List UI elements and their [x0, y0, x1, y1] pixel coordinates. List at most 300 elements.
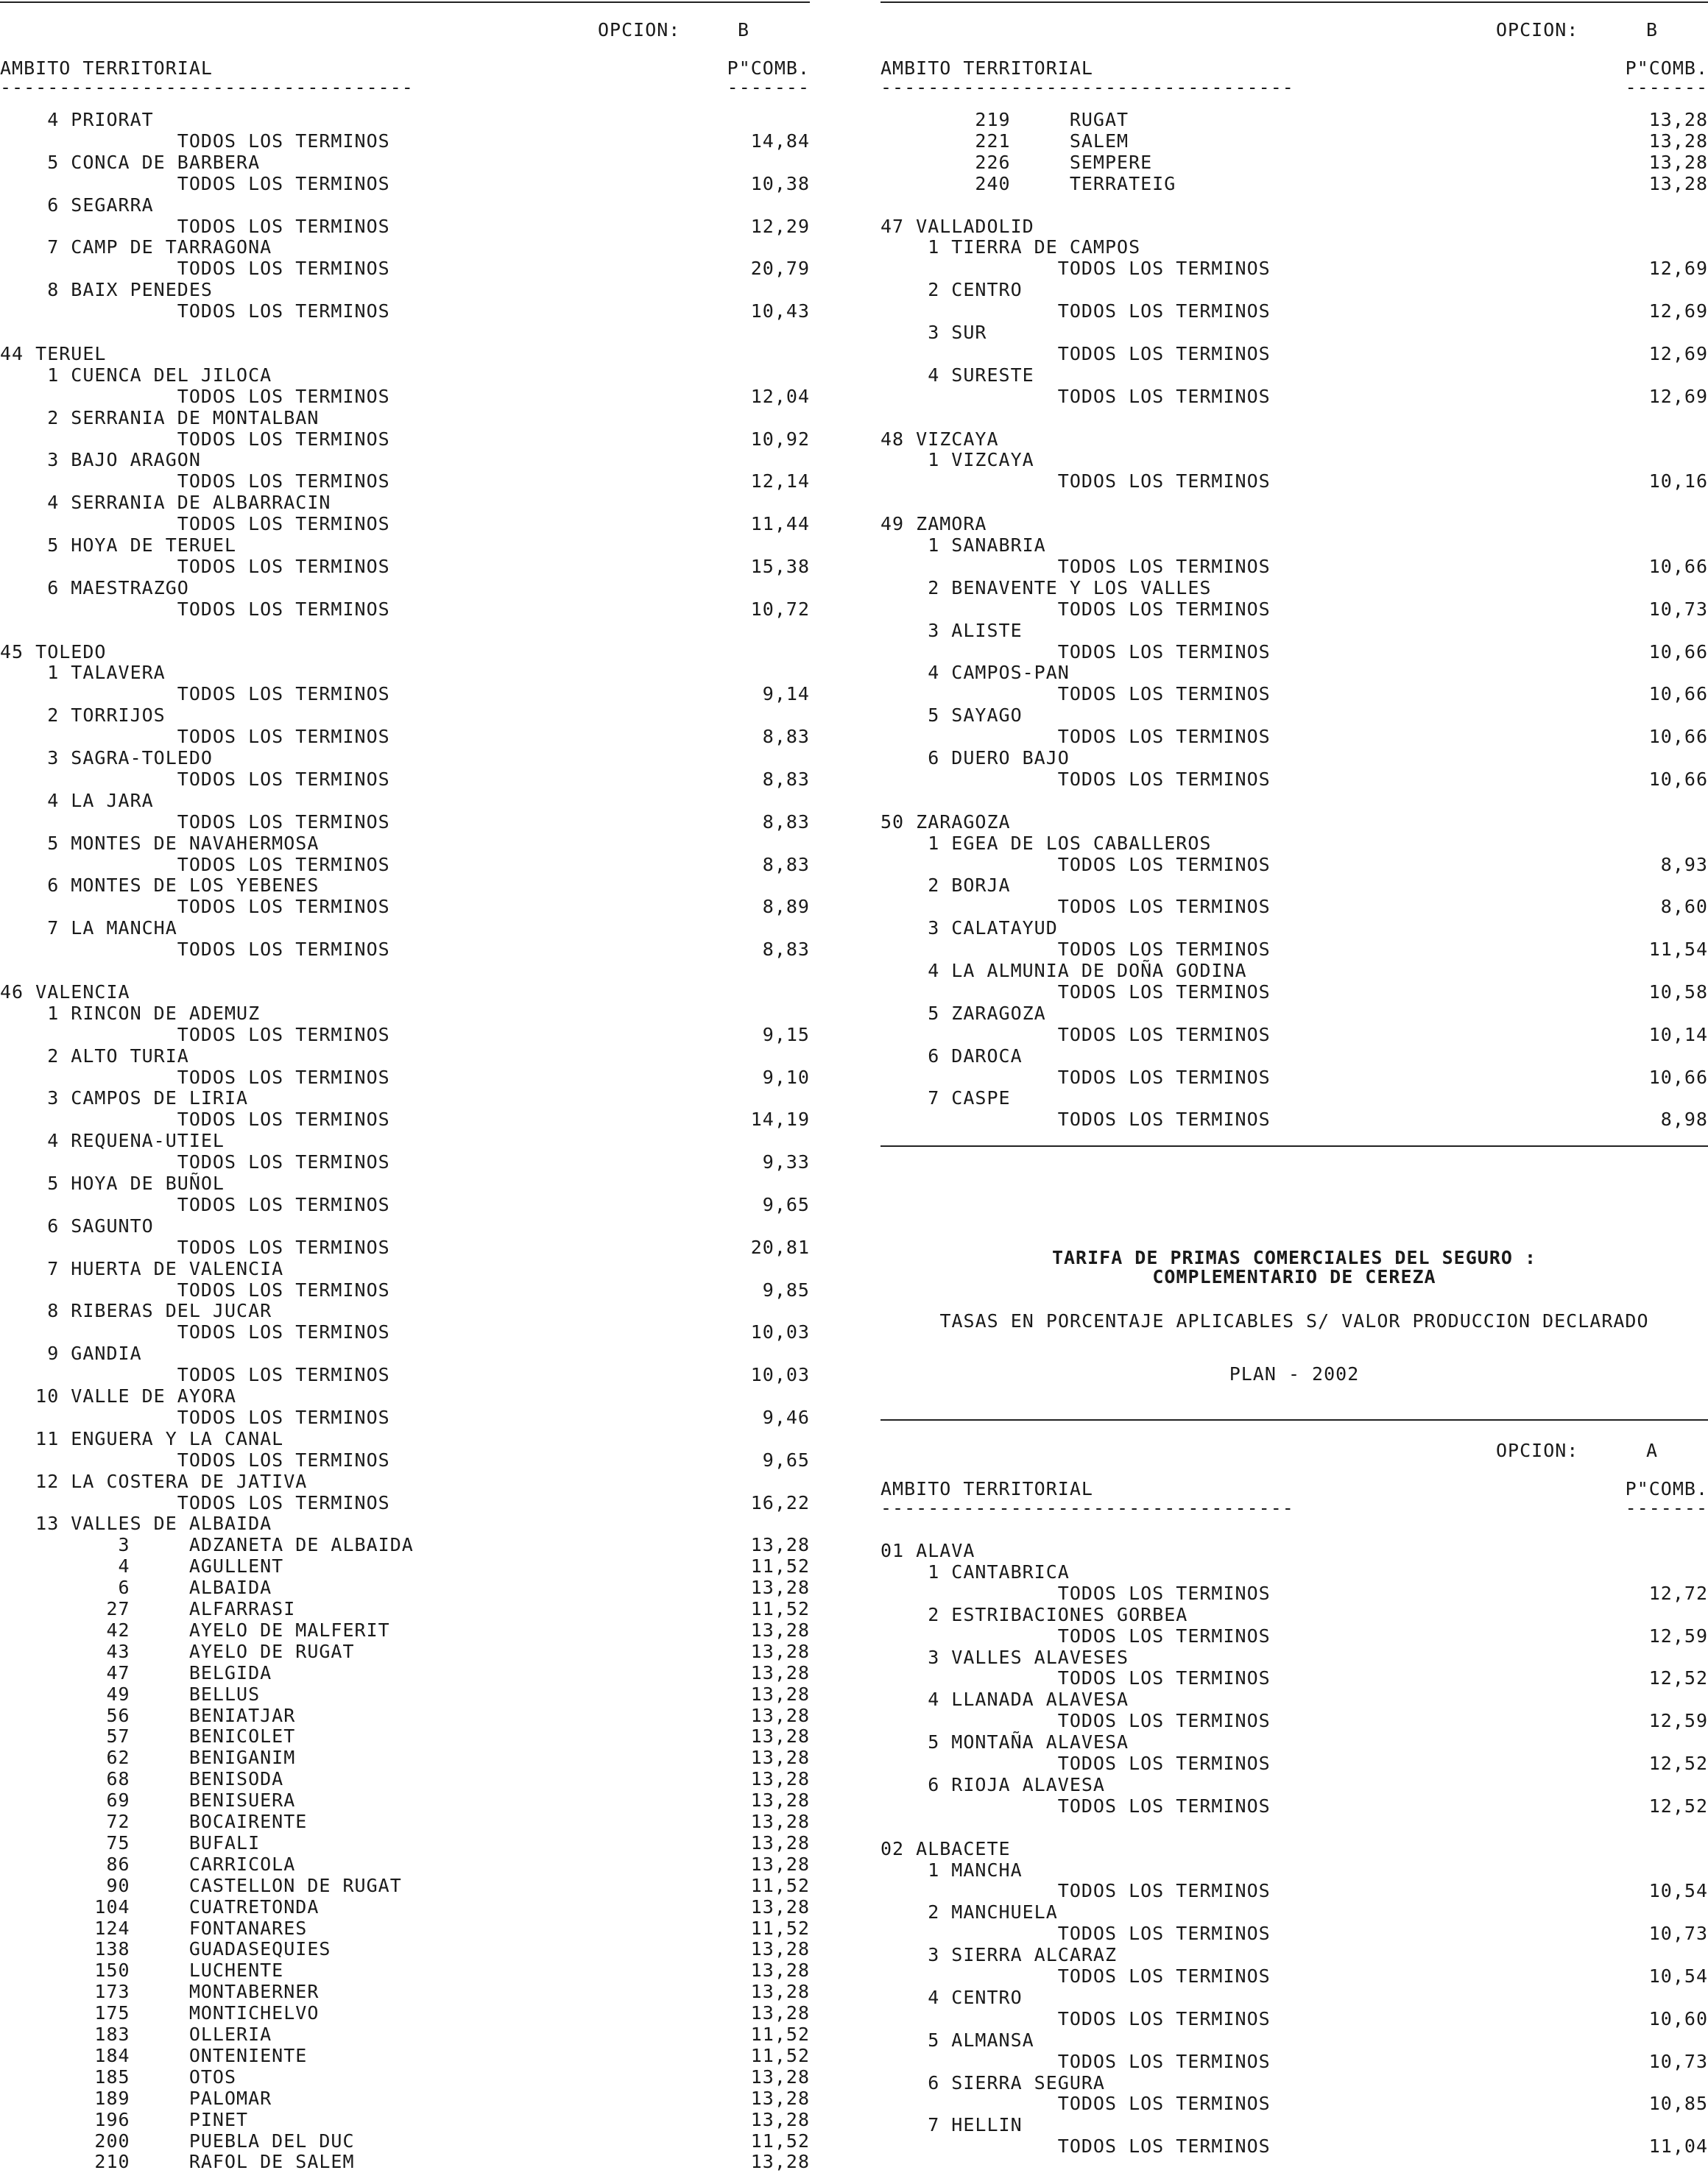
premium-value: 13,28: [750, 1789, 810, 1812]
region-label: TODOS LOS TERMINOS: [881, 2135, 1271, 2158]
region-label: TODOS LOS TERMINOS: [881, 342, 1271, 364]
table-row: [881, 981, 1708, 1003]
region-label: TODOS LOS TERMINOS: [881, 896, 1271, 918]
table-row: [0, 279, 810, 301]
region-label: 6 SEGARRA: [0, 194, 154, 216]
region-label: TODOS LOS TERMINOS: [0, 939, 390, 961]
table-row: [0, 364, 810, 386]
premium-value: 15,38: [750, 555, 810, 577]
premium-value: 10,43: [750, 300, 810, 322]
table-row: [0, 236, 810, 258]
region-label: 5 ZARAGOZA: [881, 1002, 1046, 1024]
region-label: 150 LUCHENTE: [0, 1960, 284, 1982]
region-label: 86 CARRICOLA: [0, 1853, 296, 1875]
region-label: TODOS LOS TERMINOS: [881, 981, 1271, 1003]
option-value: B: [1646, 19, 1659, 40]
table-row: [881, 130, 1708, 152]
table-row: [0, 556, 810, 578]
premium-value: 8,83: [762, 810, 810, 833]
left-column: [0, 0, 810, 2173]
table-row: [0, 109, 810, 131]
premium-value: 11,52: [750, 1917, 810, 1939]
region-label: TODOS LOS TERMINOS: [0, 853, 390, 875]
table-row: [0, 130, 810, 152]
premium-value: 11,52: [750, 1598, 810, 1619]
spacer-row: [881, 492, 1708, 514]
table-row: [0, 939, 810, 961]
region-label: 48 VIZCAYA: [881, 428, 999, 450]
region-label: 3 BAJO ARAGON: [0, 449, 201, 471]
region-label: 4 PRIORAT: [0, 109, 154, 130]
table-row: [0, 1151, 810, 1173]
tariff-title-line1: TARIFA DE PRIMAS COMERCIALES DEL SEGURO :: [1051, 1247, 1537, 1268]
region-label: TODOS LOS TERMINOS: [0, 1023, 390, 1045]
premium-value: 12,29: [750, 215, 810, 237]
table-row: [881, 1731, 1708, 1753]
region-label: 3 CALATAYUD: [881, 917, 1058, 939]
region-label: TODOS LOS TERMINOS: [0, 1406, 390, 1428]
table-row: [0, 790, 810, 812]
region-label: 5 HOYA DE TERUEL: [0, 534, 237, 556]
region-label: TODOS LOS TERMINOS: [881, 1965, 1271, 1987]
region-label: 50 ZARAGOZA: [881, 810, 1011, 833]
table-row: [0, 1215, 810, 1237]
top-rule: [0, 1, 810, 3]
table-row: [881, 1067, 1708, 1089]
region-label: TODOS LOS TERMINOS: [0, 470, 390, 492]
region-label: 226 SEMPERE: [881, 151, 1153, 173]
table-row: [0, 1364, 810, 1386]
region-label: 1 SANABRIA: [881, 534, 1046, 556]
table-row: [0, 896, 810, 918]
region-label: TODOS LOS TERMINOS: [881, 2093, 1271, 2115]
table-row: [881, 470, 1708, 492]
region-label: TODOS LOS TERMINOS: [881, 300, 1271, 322]
table-row: [881, 258, 1708, 280]
table-row: [881, 875, 1708, 897]
premium-value: 11,54: [1648, 939, 1708, 961]
table-row: [881, 811, 1708, 833]
region-label: TODOS LOS TERMINOS: [0, 1109, 390, 1131]
region-label: 5 MONTAÑA ALAVESA: [881, 1731, 1129, 1753]
region-label: TODOS LOS TERMINOS: [0, 1236, 390, 1258]
table-row: [0, 2109, 810, 2131]
spacer-row: [881, 790, 1708, 812]
premium-value: 13,28: [750, 1960, 810, 1982]
region-label: 184 ONTENIENTE: [0, 2044, 308, 2066]
premium-value: 8,83: [762, 726, 810, 748]
region-label: 5 CONCA DE BARBERA: [0, 151, 261, 173]
ambito-underline: -----------------------------------: [0, 77, 414, 98]
premium-value: 10,54: [1648, 1965, 1708, 1987]
table-row: [881, 322, 1708, 344]
region-label: TODOS LOS TERMINOS: [0, 768, 390, 790]
region-label: TODOS LOS TERMINOS: [881, 1753, 1271, 1774]
region-label: 7 HELLIN: [881, 2114, 1023, 2136]
table-row: [0, 1705, 810, 1727]
premium-value: 14,84: [750, 130, 810, 152]
region-label: 12 LA COSTERA DE JATIVA: [0, 1470, 308, 1492]
region-label: TODOS LOS TERMINOS: [0, 1449, 390, 1471]
table-row: [881, 1045, 1708, 1067]
premium-value: 10,66: [1648, 768, 1708, 790]
region-label: 1 VIZCAYA: [881, 449, 1034, 471]
region-label: TODOS LOS TERMINOS: [0, 428, 390, 450]
table-row: [881, 683, 1708, 705]
table-row: [881, 152, 1708, 174]
premium-value: 12,14: [750, 470, 810, 492]
premium-value: 13,28: [750, 2108, 810, 2130]
ambito-header: AMBITO TERRITORIAL: [881, 57, 1093, 79]
region-label: 219 RUGAT: [881, 109, 1129, 130]
table-row: [881, 1561, 1708, 1583]
premium-value: 13,28: [750, 2066, 810, 2088]
table-row: [0, 173, 810, 195]
table-row: [0, 1789, 810, 1812]
premium-value: 13,28: [750, 1747, 810, 1769]
table-row: [881, 747, 1708, 769]
ambito-header: AMBITO TERRITORIAL: [0, 57, 213, 79]
premium-value: 9,33: [762, 1151, 810, 1173]
region-label: 10 VALLE DE AYORA: [0, 1385, 237, 1407]
table-row: [881, 1965, 1708, 1988]
region-label: 1 MANCHA: [881, 1859, 1023, 1881]
region-label: 200 PUEBLA DEL DUC: [0, 2130, 355, 2152]
table-row: [881, 917, 1708, 939]
table-row: [881, 1583, 1708, 1605]
premium-value: 12,59: [1648, 1710, 1708, 1732]
region-label: TODOS LOS TERMINOS: [881, 1710, 1271, 1732]
region-label: 3 VALLES ALAVESES: [881, 1646, 1129, 1668]
table-row: [0, 1725, 810, 1748]
table-row: [881, 620, 1708, 642]
region-label: 6 ALBAIDA: [0, 1577, 272, 1599]
table-row: [881, 173, 1708, 195]
premium-value: 11,04: [1648, 2135, 1708, 2158]
premium-value: 13,28: [1648, 172, 1708, 194]
table-row: [0, 428, 810, 451]
premium-value: 10,66: [1648, 726, 1708, 748]
region-label: 7 LA MANCHA: [0, 917, 177, 939]
table-row: [0, 1237, 810, 1259]
table-row: [0, 726, 810, 748]
region-label: 4 LA JARA: [0, 789, 154, 811]
region-label: 210 RAFOL DE SALEM: [0, 2151, 355, 2173]
table-row: [0, 1875, 810, 1897]
region-label: TODOS LOS TERMINOS: [0, 1279, 390, 1301]
premium-value: 13,28: [750, 1534, 810, 1556]
table-row: [0, 1981, 810, 2003]
region-label: 27 ALFARRASI: [0, 1598, 296, 1619]
table-row: [0, 1471, 810, 1493]
region-label: TODOS LOS TERMINOS: [0, 385, 390, 407]
premium-value: 13,28: [750, 2087, 810, 2109]
premium-value: 20,81: [750, 1236, 810, 1258]
table-row: [0, 492, 810, 514]
table-row: [881, 2093, 1708, 2115]
region-label: TODOS LOS TERMINOS: [881, 726, 1271, 748]
region-label: 3 ALISTE: [881, 619, 1023, 641]
premium-value: 12,04: [750, 385, 810, 407]
region-label: TODOS LOS TERMINOS: [881, 768, 1271, 790]
option-label: OPCION:: [1496, 19, 1579, 40]
region-label: TODOS LOS TERMINOS: [881, 385, 1271, 407]
region-label: 2 TORRIJOS: [0, 704, 166, 727]
table-row: [0, 1619, 810, 1642]
table-row: [0, 598, 810, 621]
region-label: 2 BORJA: [881, 875, 1011, 897]
table-row: [0, 2130, 810, 2152]
table-row: [881, 1944, 1708, 1966]
premium-value: 10,03: [750, 1364, 810, 1386]
premium-value: 11,52: [750, 2044, 810, 2066]
section-rule: [881, 1145, 1708, 1147]
table-row: [0, 2002, 810, 2024]
premium-value: 13,28: [750, 1938, 810, 1960]
table-row: [0, 1513, 810, 1535]
region-label: 2 MANCHUELA: [881, 1901, 1058, 1923]
table-row: [0, 343, 810, 365]
region-label: TODOS LOS TERMINOS: [0, 726, 390, 748]
table-row: [0, 1173, 810, 1195]
table-row: [0, 2151, 810, 2173]
table-row: [0, 1087, 810, 1109]
table-row: [881, 2072, 1708, 2094]
region-label: TODOS LOS TERMINOS: [881, 853, 1271, 875]
premium-value: 13,28: [1648, 130, 1708, 152]
region-label: 4 AGULLENT: [0, 1555, 284, 1577]
table-row: [0, 1918, 810, 1940]
table-row: [881, 1838, 1708, 1860]
region-label: 4 LA ALMUNIA DE DOÑA GODINA: [881, 960, 1247, 981]
table-row: [881, 577, 1708, 599]
region-label: 7 CAMP DE TARRAGONA: [0, 236, 272, 258]
region-label: 1 TIERRA DE CAMPOS: [881, 236, 1141, 258]
table-row: [0, 258, 810, 280]
premium-value: 10,66: [1648, 555, 1708, 577]
table-row: [0, 917, 810, 939]
region-label: 46 VALENCIA: [0, 981, 130, 1003]
region-label: 57 BENICOLET: [0, 1725, 296, 1748]
premium-value: 8,98: [1660, 1109, 1708, 1131]
table-row: [881, 236, 1708, 258]
premium-value: 10,66: [1648, 1066, 1708, 1088]
table-row: [881, 1901, 1708, 1923]
region-label: 6 DUERO BAJO: [881, 747, 1070, 768]
region-label: 1 RINCON DE ADEMUZ: [0, 1002, 261, 1024]
table-row: [0, 683, 810, 705]
premium-value: 13,28: [1648, 109, 1708, 130]
premium-value: 10,66: [1648, 683, 1708, 705]
region-label: TODOS LOS TERMINOS: [881, 1582, 1271, 1604]
table-row: [0, 875, 810, 897]
region-label: 196 PINET: [0, 2108, 249, 2130]
premium-value: 13,28: [750, 1831, 810, 1854]
table-row: [0, 1641, 810, 1663]
table-row: [881, 1859, 1708, 1882]
region-label: 01 ALAVA: [881, 1540, 975, 1561]
region-label: 1 TALAVERA: [0, 662, 166, 684]
table-row: [881, 2008, 1708, 2030]
table-row: [881, 109, 1708, 131]
premium-value: 13,28: [750, 1577, 810, 1599]
table-row: [881, 1689, 1708, 1711]
spacer-row: [881, 1817, 1708, 1839]
table-row: [881, 1987, 1708, 2009]
region-label: 4 CAMPOS-PAN: [881, 662, 1070, 684]
premium-value: 10,14: [1648, 1023, 1708, 1045]
region-label: 42 AYELO DE MALFERIT: [0, 1619, 390, 1641]
premium-value: 13,28: [750, 1619, 810, 1641]
table-row: [881, 1774, 1708, 1796]
table-row: [881, 279, 1708, 301]
premium-value: 9,15: [762, 1023, 810, 1045]
table-row: [881, 896, 1708, 918]
table-row: [0, 854, 810, 876]
spacer-row: [0, 960, 810, 982]
region-label: TODOS LOS TERMINOS: [881, 1625, 1271, 1647]
region-label: TODOS LOS TERMINOS: [0, 1193, 390, 1215]
region-label: 173 MONTABERNER: [0, 1981, 320, 2003]
region-label: 1 CANTABRICA: [881, 1561, 1070, 1583]
premium-value: 8,93: [1660, 853, 1708, 875]
premium-value: 13,28: [750, 1811, 810, 1832]
table-row: [0, 1938, 810, 1960]
table-row: [881, 2029, 1708, 2052]
option-value: B: [738, 19, 750, 40]
region-label: 138 GUADASEQUIES: [0, 1938, 331, 1960]
table-row: [0, 1067, 810, 1089]
region-label: 62 BENIGANIM: [0, 1747, 296, 1769]
premium-value: 12,52: [1648, 1753, 1708, 1774]
region-label: 6 SIERRA SEGURA: [881, 2071, 1105, 2094]
premium-value: 10,72: [750, 598, 810, 620]
premium-value: 9,65: [762, 1193, 810, 1215]
region-label: 175 MONTICHELVO: [0, 2002, 320, 2024]
table-row: [0, 662, 810, 684]
table-row: [0, 747, 810, 769]
region-label: 68 BENISODA: [0, 1768, 284, 1790]
region-label: 9 GANDIA: [0, 1343, 142, 1365]
header-dashes: [881, 1497, 1708, 1519]
table-row: [0, 1407, 810, 1429]
region-label: 1 CUENCA DEL JILOCA: [0, 364, 272, 386]
region-label: 2 ESTRIBACIONES GORBEA: [881, 1603, 1188, 1625]
region-label: TODOS LOS TERMINOS: [0, 1491, 390, 1513]
region-label: 7 HUERTA DE VALENCIA: [0, 1257, 284, 1279]
table-row: [0, 1577, 810, 1599]
region-label: TODOS LOS TERMINOS: [881, 598, 1271, 620]
table-row: [0, 1258, 810, 1280]
table-row: [881, 833, 1708, 855]
table-row: [0, 1279, 810, 1301]
table-row: [881, 662, 1708, 684]
table-row: [881, 1540, 1708, 1562]
premium-value: 10,66: [1648, 640, 1708, 662]
option-header: [881, 1440, 1708, 1462]
region-label: 6 SAGUNTO: [0, 1215, 154, 1237]
table-row: [0, 1747, 810, 1769]
premium-value: 9,85: [762, 1279, 810, 1301]
premium-value: 10,73: [1648, 1923, 1708, 1945]
region-label: TODOS LOS TERMINOS: [881, 1023, 1271, 1045]
region-label: 45 TOLEDO: [0, 640, 107, 662]
premium-value: 12,52: [1648, 1795, 1708, 1817]
table-row: [881, 2135, 1708, 2158]
pcomb-header: P"COMB.: [727, 57, 810, 79]
region-label: TODOS LOS TERMINOS: [881, 1667, 1271, 1689]
region-label: 3 SAGRA-TOLEDO: [0, 747, 213, 768]
premium-value: 11,52: [750, 1874, 810, 1896]
region-label: TODOS LOS TERMINOS: [881, 683, 1271, 705]
table-row: [881, 1795, 1708, 1817]
region-label: 2 BENAVENTE Y LOS VALLES: [881, 576, 1212, 598]
table-row: [881, 726, 1708, 748]
region-label: 02 ALBACETE: [881, 1837, 1011, 1859]
tariff-title-line2: COMPLEMENTARIO DE CEREZA: [1152, 1266, 1436, 1287]
premium-value: 10,16: [1648, 470, 1708, 492]
pcomb-underline: -------: [1625, 77, 1708, 98]
table-row: [881, 428, 1708, 451]
region-label: 5 HOYA DE BUÑOL: [0, 1173, 225, 1194]
premium-value: 11,52: [750, 2130, 810, 2152]
table-row: [881, 939, 1708, 961]
table-row: [881, 768, 1708, 791]
plan-label: PLAN - 2002: [1229, 1363, 1360, 1385]
region-label: 47 BELGIDA: [0, 1661, 272, 1683]
header-dashes: [0, 77, 810, 99]
table-row: [0, 1683, 810, 1706]
region-label: TODOS LOS TERMINOS: [0, 598, 390, 620]
premium-value: 11,44: [750, 513, 810, 535]
region-label: 4 SURESTE: [881, 364, 1034, 386]
option-header: [0, 19, 810, 41]
table-row: [0, 1045, 810, 1067]
table-row: [881, 513, 1708, 535]
premium-value: 20,79: [750, 258, 810, 280]
table-row: [0, 981, 810, 1003]
table-row: [0, 1130, 810, 1152]
table-row: [881, 1024, 1708, 1046]
table-row: [881, 2051, 1708, 2073]
table-row: [881, 704, 1708, 727]
table-row: [0, 768, 810, 791]
pcomb-header: P"COMB.: [1625, 1478, 1708, 1499]
region-label: 49 BELLUS: [0, 1683, 261, 1705]
table-row: [0, 2066, 810, 2088]
premium-value: 10,38: [750, 172, 810, 194]
table-row: [0, 577, 810, 599]
region-label: 185 OTOS: [0, 2066, 237, 2088]
region-label: 3 SUR: [881, 322, 987, 343]
table-row: [881, 1109, 1708, 1131]
table-row: [881, 216, 1708, 238]
spacer-row: [0, 322, 810, 344]
table-row: [881, 300, 1708, 322]
region-label: 69 BENISUERA: [0, 1789, 296, 1812]
premium-value: 10,54: [1648, 1880, 1708, 1902]
tariff-subtitle: TASAS EN PORCENTAJE APLICABLES S/ VALOR PRODUCCION DECLARADO: [939, 1310, 1649, 1332]
premium-value: 13,28: [750, 2151, 810, 2173]
table-row: [881, 1923, 1708, 1945]
table-row: [0, 1321, 810, 1343]
premium-value: 10,92: [750, 428, 810, 450]
premium-value: 12,69: [1648, 342, 1708, 364]
table-row: [0, 194, 810, 216]
region-label: 8 BAIX PENEDES: [0, 279, 213, 301]
region-label: TODOS LOS TERMINOS: [0, 896, 390, 918]
region-label: 5 SAYAGO: [881, 704, 1023, 727]
